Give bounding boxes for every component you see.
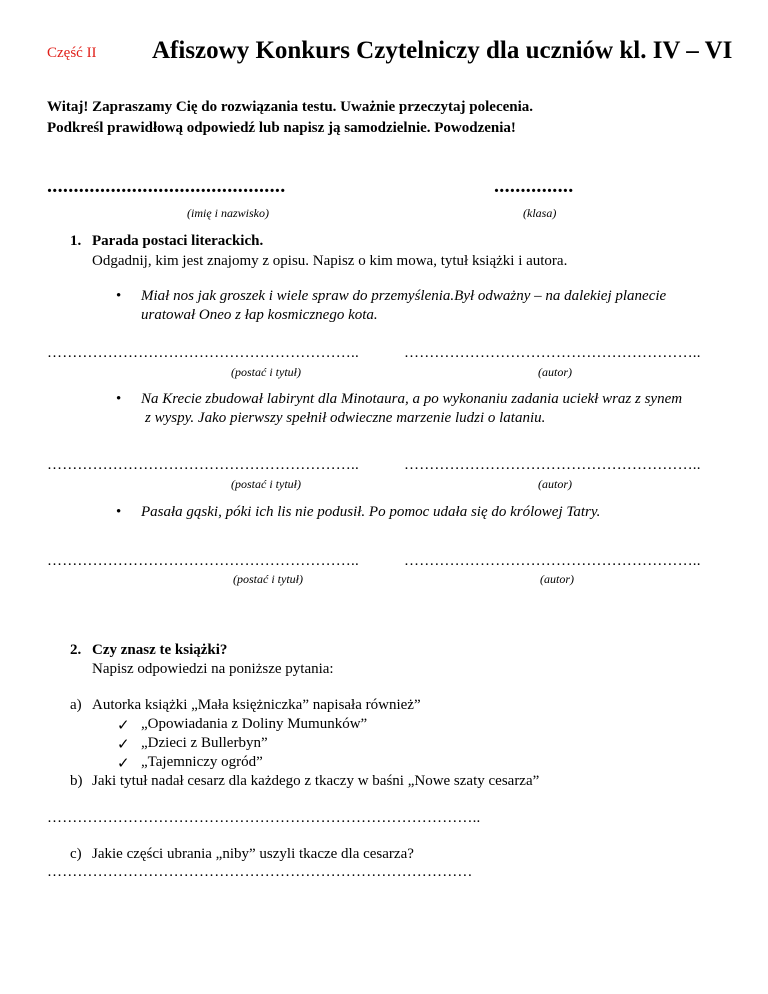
checkmark-icon: ✓ <box>117 737 130 753</box>
bullet-icon: • <box>116 391 122 407</box>
q2-number: 2. <box>70 642 82 658</box>
q1-item-3-character-caption: (postać i tytuł) <box>233 572 303 586</box>
q2-c-label: c) <box>70 846 82 862</box>
q2-a-option-2[interactable]: „Dzieci z Bullerbyn” <box>141 735 268 751</box>
q1-item-1-character-field[interactable]: …………………………………………………….. <box>47 345 359 361</box>
q2-b-label: b) <box>70 773 83 789</box>
q1-heading: Parada postaci literackich. <box>92 233 264 249</box>
part-label: Część II <box>47 45 97 61</box>
q2-b-text: Jaki tytuł nadał cesarz dla każdego z tkaczy w baśni „Nowe szaty cesarza” <box>92 773 540 789</box>
q1-item-1-line-1: Miał nos jak groszek i wiele spraw do przemyślenia.Był odważny – na dalekiej planecie <box>141 288 667 304</box>
checkmark-icon: ✓ <box>117 756 130 772</box>
q2-a-option-1[interactable]: „Opowiadania z Doliny Mumunków” <box>141 716 368 732</box>
q1-item-2-character-caption: (postać i tytuł) <box>231 477 301 491</box>
q1-item-1-line-2: uratował Oneo z łap kosmicznego kota. <box>141 307 378 323</box>
q2-instruction: Napisz odpowiedzi na poniższe pytania: <box>92 661 334 677</box>
bullet-icon: • <box>116 504 122 520</box>
q1-item-2-line-2: z wyspy. Jako pierwszy spełnił odwieczne marzenie ludzi o lataniu. <box>145 410 546 426</box>
q1-instruction: Odgadnij, kim jest znajomy z opisu. Napisz o kim mowa, tytuł książki i autora. <box>92 253 568 269</box>
q1-item-3-author-caption: (autor) <box>540 572 574 586</box>
name-caption: (imię i nazwisko) <box>187 206 269 220</box>
intro-line-1: Witaj! Zapraszamy Cię do rozwiązania testu. Uważnie przeczytaj polecenia. <box>47 99 534 115</box>
q2-a-label: a) <box>70 697 82 713</box>
q2-a-option-3[interactable]: „Tajemniczy ogród” <box>141 754 263 770</box>
q1-number: 1. <box>70 233 82 249</box>
q2-c-answer-field[interactable]: ………………………………………………………………………… <box>47 864 473 880</box>
q1-item-2-author-field[interactable]: ………………………………………………….. <box>404 457 701 473</box>
q1-item-2-line-1: Na Krecie zbudował labirynt dla Minotaura, a po wykonaniu zadania uciekł wraz z synem <box>141 391 683 407</box>
q1-item-2-author-caption: (autor) <box>538 477 572 491</box>
class-caption: (klasa) <box>523 206 557 220</box>
intro-line-2: Podkreśl prawidłową odpowiedź lub napisz ją samodzielnie. Powodzenia! <box>47 120 516 136</box>
q2-b-answer-field[interactable]: ………………………………………………………………………….. <box>47 810 481 826</box>
bullet-icon: • <box>116 288 122 304</box>
name-field[interactable]: ............................................. <box>47 175 286 197</box>
q1-item-1-author-caption: (autor) <box>538 365 572 379</box>
q2-c-text: Jakie części ubrania „niby” uszyli tkacze dla cesarza? <box>92 846 414 862</box>
page-title: Afiszowy Konkurs Czytelniczy dla uczniów kl. IV – VI <box>152 37 733 64</box>
class-field[interactable]: ............... <box>494 175 574 197</box>
q2-heading: Czy znasz te książki? <box>92 642 228 658</box>
q1-item-2-character-field[interactable]: …………………………………………………….. <box>47 457 359 473</box>
q2-a-text: Autorka książki „Mała księżniczka” napisała również” <box>92 697 421 713</box>
q1-item-1-author-field[interactable]: ………………………………………………….. <box>404 345 701 361</box>
checkmark-icon: ✓ <box>117 718 130 734</box>
q1-item-1-character-caption: (postać i tytuł) <box>231 365 301 379</box>
q1-item-3-author-field[interactable]: ………………………………………………….. <box>404 553 701 569</box>
q1-item-3-character-field[interactable]: …………………………………………………….. <box>47 553 359 569</box>
q1-item-3-line-1: Pasała gąski, póki ich lis nie podusił. Po pomoc udała się do królowej Tatry. <box>141 504 601 520</box>
